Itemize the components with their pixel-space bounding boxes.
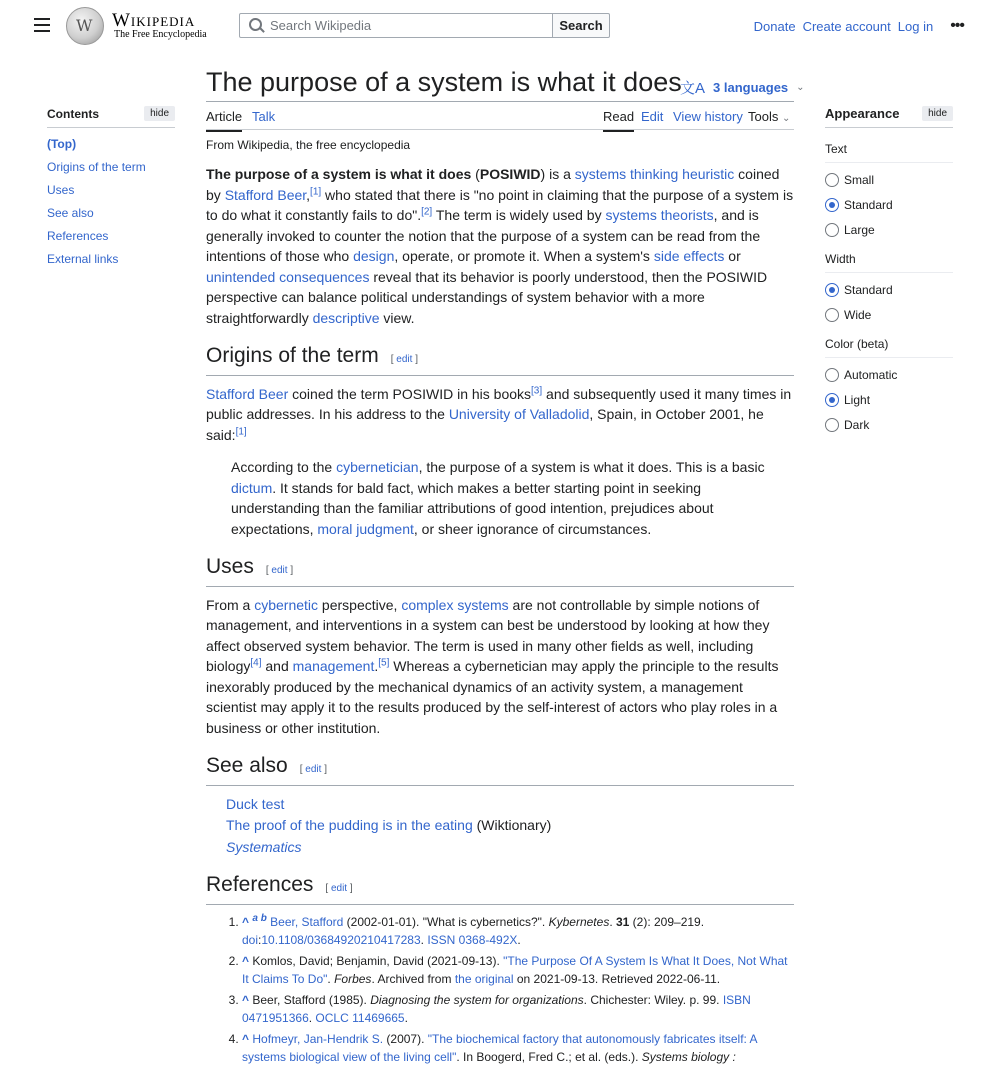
side-effects-link[interactable]: side effects: [653, 248, 725, 264]
book-title: Systems biology :: [641, 1049, 736, 1064]
wiktionary-note: (Wiktionary): [476, 817, 552, 833]
text: (2): 209–219.: [629, 914, 705, 929]
log-in-link[interactable]: Log in: [897, 18, 934, 34]
toc-item-origins[interactable]: Origins of the term: [47, 160, 146, 174]
systematics-link[interactable]: Systematics: [226, 838, 302, 855]
toc-item-external-links[interactable]: External links: [47, 252, 119, 266]
bold-title: The purpose of a system is what it does: [206, 166, 472, 182]
user-links: [754, 17, 964, 35]
abbreviation: POSIWID: [479, 166, 541, 182]
text: view.: [379, 309, 415, 326]
text: Beer, Stafford (1985).: [249, 992, 371, 1007]
color-automatic-option[interactable]: [825, 367, 953, 383]
citation-link[interactable]: [4]: [250, 657, 262, 669]
references-list: [242, 913, 794, 1066]
beer-quote: [231, 457, 769, 539]
backlink-caret[interactable]: ^: [242, 1031, 250, 1046]
option-label: Standard: [844, 283, 893, 297]
text: .: [609, 914, 616, 929]
text: Komlos, David; Benjamin, David (2021-09-13).: [249, 953, 504, 968]
text: and subsequently used it many times in public addresses. In his address to the: [206, 385, 792, 422]
text-size-standard-option[interactable]: [825, 197, 953, 213]
reference-item: [242, 913, 794, 949]
wikipedia-tagline: The Free Encyclopedia: [114, 29, 207, 40]
text: is a: [545, 166, 575, 182]
edit-section-link: [ edit ]: [325, 883, 353, 894]
create-account-link[interactable]: Create account: [802, 18, 891, 34]
citation-link[interactable]: [5]: [378, 657, 390, 669]
backlink-b[interactable]: b: [260, 912, 267, 924]
edit-section-link: [ edit ]: [265, 565, 294, 576]
text: .: [374, 658, 379, 674]
text: , operate, or promote it. When a system's: [394, 248, 654, 264]
reference-item: [242, 1030, 794, 1066]
toc-item-references[interactable]: References: [47, 229, 109, 243]
text: . It stands for bald fact, which makes a better starting point in seeking understanding than the familiar attributions of good intention, prejudices about expectations,: [231, 479, 714, 537]
section-heading-see-also: [206, 756, 794, 786]
citation-link[interactable]: [1]: [310, 185, 322, 197]
edit-section-link: [ edit ]: [390, 354, 418, 365]
citation-link[interactable]: [1]: [235, 425, 247, 437]
radio-button[interactable]: [825, 283, 839, 297]
tab-edit[interactable]: Edit: [641, 109, 664, 124]
toc-item-see-also[interactable]: See also: [47, 206, 94, 220]
tools-label: Tools: [748, 109, 779, 124]
backlink-a[interactable]: a: [252, 912, 258, 924]
edit-section-link: [ edit ]: [299, 764, 327, 775]
text: coined the term POSIWID in his books: [288, 385, 532, 402]
radio-button[interactable]: [825, 368, 839, 382]
edit-link[interactable]: edit: [396, 354, 413, 365]
tab-talk[interactable]: Talk: [252, 109, 276, 124]
radio-button[interactable]: [825, 198, 839, 212]
backlink-caret[interactable]: ^: [242, 992, 250, 1007]
radio-button[interactable]: [825, 308, 839, 322]
section-heading-uses: [206, 557, 794, 587]
text: :: [258, 932, 262, 947]
journal: Kybernetes: [548, 914, 610, 929]
author-link[interactable]: Beer, Stafford: [270, 914, 344, 929]
edit-link[interactable]: edit: [271, 565, 288, 576]
text: perspective,: [318, 596, 402, 613]
toc-hide-button[interactable]: hide: [144, 106, 175, 121]
radio-button[interactable]: [825, 393, 839, 407]
color-label: Color (beta): [825, 327, 953, 358]
text: on 2021-09-13. Retrieved 2022-06-11.: [513, 971, 721, 986]
text: .: [327, 971, 335, 986]
text: , the purpose of a system is what it does. This is a basic: [418, 459, 765, 475]
list-item: [226, 837, 794, 858]
author-link[interactable]: Hofmeyr, Jan-Hendrik S.: [252, 1031, 384, 1046]
text: reveal that its behavior is poorly understood, then the POSIWID perspective can balance political understandings of system behavior with a more straightforwardly: [206, 268, 768, 326]
volume: 31: [615, 914, 630, 929]
text: . Archived from: [371, 971, 455, 986]
tab-read[interactable]: Read: [603, 109, 634, 132]
translate-icon: 文A: [680, 80, 706, 97]
toc-item-uses[interactable]: Uses: [47, 183, 75, 197]
text: .: [420, 932, 428, 947]
width-wide-option[interactable]: [825, 307, 953, 323]
option-label: Light: [844, 393, 871, 407]
option-label: Large: [844, 223, 875, 237]
text: Whereas a cybernetician may apply the principle to the results inexorably produced by the mechanical dynamics of an activity system, a management scientist may apply it to the results produced by the self-interest of actors who play roles in a business or other institution.: [206, 658, 779, 736]
heading-text: References: [206, 873, 314, 896]
article-body: [206, 164, 794, 1069]
radio-button[interactable]: [825, 418, 839, 432]
text: are not controllable by simple notions of management, and interventions in a system can best be understood by looking at how they affect observed system behavior. The term is used in many other fields as well, including biology: [206, 596, 770, 674]
text: (2002-01-01). "What is cybernetics?".: [343, 914, 549, 929]
option-label: Wide: [844, 308, 872, 322]
text: coined by: [206, 166, 780, 203]
search-input[interactable]: [270, 18, 540, 33]
chevron-down-icon: ⌄: [796, 82, 805, 93]
systems-theorists-link[interactable]: systems theorists: [605, 207, 714, 223]
language-button[interactable]: [680, 77, 805, 98]
text: .: [517, 932, 521, 947]
search-button[interactable]: Search: [552, 13, 610, 38]
text: ,: [306, 186, 311, 203]
university-of-valladolid-link[interactable]: University of Valladolid: [448, 406, 590, 422]
radio-button[interactable]: [825, 173, 839, 187]
text-size-label: Text: [825, 132, 953, 163]
cybernetician-link[interactable]: cybernetician: [336, 459, 419, 475]
systems-thinking-link[interactable]: systems thinking heuristic: [574, 166, 735, 182]
text: .: [308, 1010, 316, 1025]
site-sub: From Wikipedia, the free encyclopedia: [206, 138, 411, 152]
text: . In Boogerd, Fred C.; et al. (eds.).: [456, 1049, 642, 1064]
toc-title: Contents: [47, 106, 99, 121]
stafford-beer-link[interactable]: Stafford Beer: [206, 385, 289, 402]
backlink-caret: ^: [242, 914, 250, 929]
issn-value-link[interactable]: 0368-492X: [458, 932, 518, 947]
citation-link[interactable]: [2]: [421, 206, 433, 218]
proof-of-pudding-link[interactable]: The proof of the pudding is in the eating: [226, 817, 473, 833]
section-heading-references: [206, 875, 794, 905]
text: or: [724, 248, 741, 264]
width-standard-option[interactable]: [825, 282, 953, 298]
complex-systems-link[interactable]: complex systems: [401, 596, 509, 613]
text-size-large-option[interactable]: [825, 222, 953, 238]
book-title: Diagnosing the system for organizations: [370, 992, 584, 1007]
descriptive-link[interactable]: descriptive: [312, 309, 380, 326]
tab-view-history[interactable]: View history: [673, 109, 743, 124]
more-options-icon[interactable]: •••: [950, 17, 964, 34]
option-label: Automatic: [844, 368, 898, 382]
uses-paragraph: [206, 595, 794, 739]
management-link[interactable]: management: [292, 658, 375, 674]
isbn-value-link[interactable]: 0471951366: [242, 1010, 309, 1025]
list-item: [226, 794, 794, 815]
text: who stated that there is "no point in claiming that the purpose of a system is to do what it constantly fails to do".: [206, 186, 794, 223]
search-icon: [246, 15, 268, 37]
chevron-down-icon: ⌄: [781, 113, 791, 124]
heading-text: See also: [206, 754, 288, 777]
original-link[interactable]: the original: [454, 971, 514, 986]
origins-paragraph: [206, 384, 794, 446]
forbes-article-link[interactable]: "The Purpose Of A System Is What It Does, Not What It Claims To Do": [242, 953, 788, 986]
unintended-consequences-link[interactable]: unintended consequences: [206, 268, 370, 285]
text: and: [261, 658, 293, 674]
text-size-small-option[interactable]: [825, 172, 953, 188]
wikipedia-logo-icon[interactable]: [66, 7, 104, 45]
appearance-panel: [825, 106, 953, 433]
language-count: 3 languages: [713, 80, 789, 95]
heading-text: Uses: [206, 555, 254, 578]
appearance-hide-button[interactable]: hide: [922, 106, 953, 121]
stafford-beer-link[interactable]: Stafford Beer: [224, 186, 307, 203]
chapter-link[interactable]: "The biochemical factory that autonomously fabricates itself: A systems biological view of the living cell": [242, 1031, 757, 1064]
main-menu-button[interactable]: [34, 18, 50, 32]
tabs-divider: [206, 129, 794, 130]
edit-link[interactable]: edit: [330, 883, 348, 894]
text: The term is widely used by: [432, 207, 606, 223]
backlink-caret[interactable]: ^: [242, 953, 250, 968]
text: .: [404, 1010, 408, 1025]
dictum-link[interactable]: dictum: [231, 479, 273, 496]
reference-item: [242, 952, 794, 988]
toc-item-top[interactable]: (Top): [47, 137, 77, 151]
design-link[interactable]: design: [353, 248, 395, 264]
list-item: [226, 815, 794, 836]
moral-judgment-link[interactable]: moral judgment: [317, 520, 414, 537]
option-label: Standard: [844, 198, 893, 212]
oclc-value-link[interactable]: 11469665: [352, 1010, 405, 1025]
doi-link[interactable]: doi: [242, 932, 259, 947]
duck-test-link[interactable]: Duck test: [226, 795, 285, 812]
text: , and is generally invoked to counter the notion that the purpose of a system can be read from the intentions of those who: [206, 207, 761, 264]
section-heading-origins: [206, 346, 794, 376]
tab-tools[interactable]: [748, 109, 790, 130]
citation-link[interactable]: [3]: [531, 384, 543, 396]
radio-button[interactable]: [825, 223, 839, 237]
wikipedia-wordmark[interactable]: Wikipedia: [112, 10, 196, 31]
donate-link[interactable]: Donate: [753, 18, 796, 34]
see-also-list: [226, 794, 794, 858]
intro-paragraph: The purpose of a system is what it does (POSIWID) is a systems thinking heuristic coined by Stafford Beer,[1] who stated that there is "no point in claiming that the purpose of a system is to do what it constantly fails to do".[2] The term is widely used by systems theorists, and is generally invoked to counter the notion that the purpose of a system can be read from the intentions of those who design, operate, or promote it. When a system's side effects or unintended consequences reveal that its behavior is poorly understood, then the POSIWID perspective can balance political understandings of system behavior with a more straightforwardly descriptive view.: [206, 166, 794, 326]
text: , or sheer ignorance of circumstances.: [413, 520, 652, 537]
cybernetic-link[interactable]: cybernetic: [254, 596, 319, 613]
text: According to the: [231, 459, 337, 475]
reference-item: [242, 991, 794, 1027]
color-light-option[interactable]: [825, 392, 953, 408]
heading-text: Origins of the term: [206, 344, 379, 367]
oclc-link[interactable]: OCLC: [315, 1010, 349, 1025]
width-label: Width: [825, 242, 953, 273]
doi-value-link[interactable]: 10.1108/03684920210417283: [261, 932, 421, 947]
color-dark-option[interactable]: [825, 417, 953, 433]
option-label: Small: [844, 173, 875, 187]
tab-article[interactable]: Article: [206, 109, 242, 132]
text: From a: [206, 596, 255, 613]
publication: Forbes: [334, 971, 372, 986]
page-title: The purpose of a system is what it does: [206, 67, 682, 97]
text: , Spain, in October 2001, he said:: [206, 406, 764, 443]
edit-link[interactable]: edit: [305, 764, 322, 775]
title-divider: [206, 101, 794, 102]
text: . Chichester: Wiley. p. 99.: [583, 992, 723, 1007]
appearance-title: Appearance: [825, 106, 900, 121]
table-of-contents: [47, 106, 175, 266]
option-label: Dark: [844, 418, 870, 432]
text: (2007).: [383, 1031, 428, 1046]
issn-link[interactable]: ISSN: [427, 932, 456, 947]
isbn-link[interactable]: ISBN: [722, 992, 751, 1007]
search-box[interactable]: [239, 13, 553, 38]
